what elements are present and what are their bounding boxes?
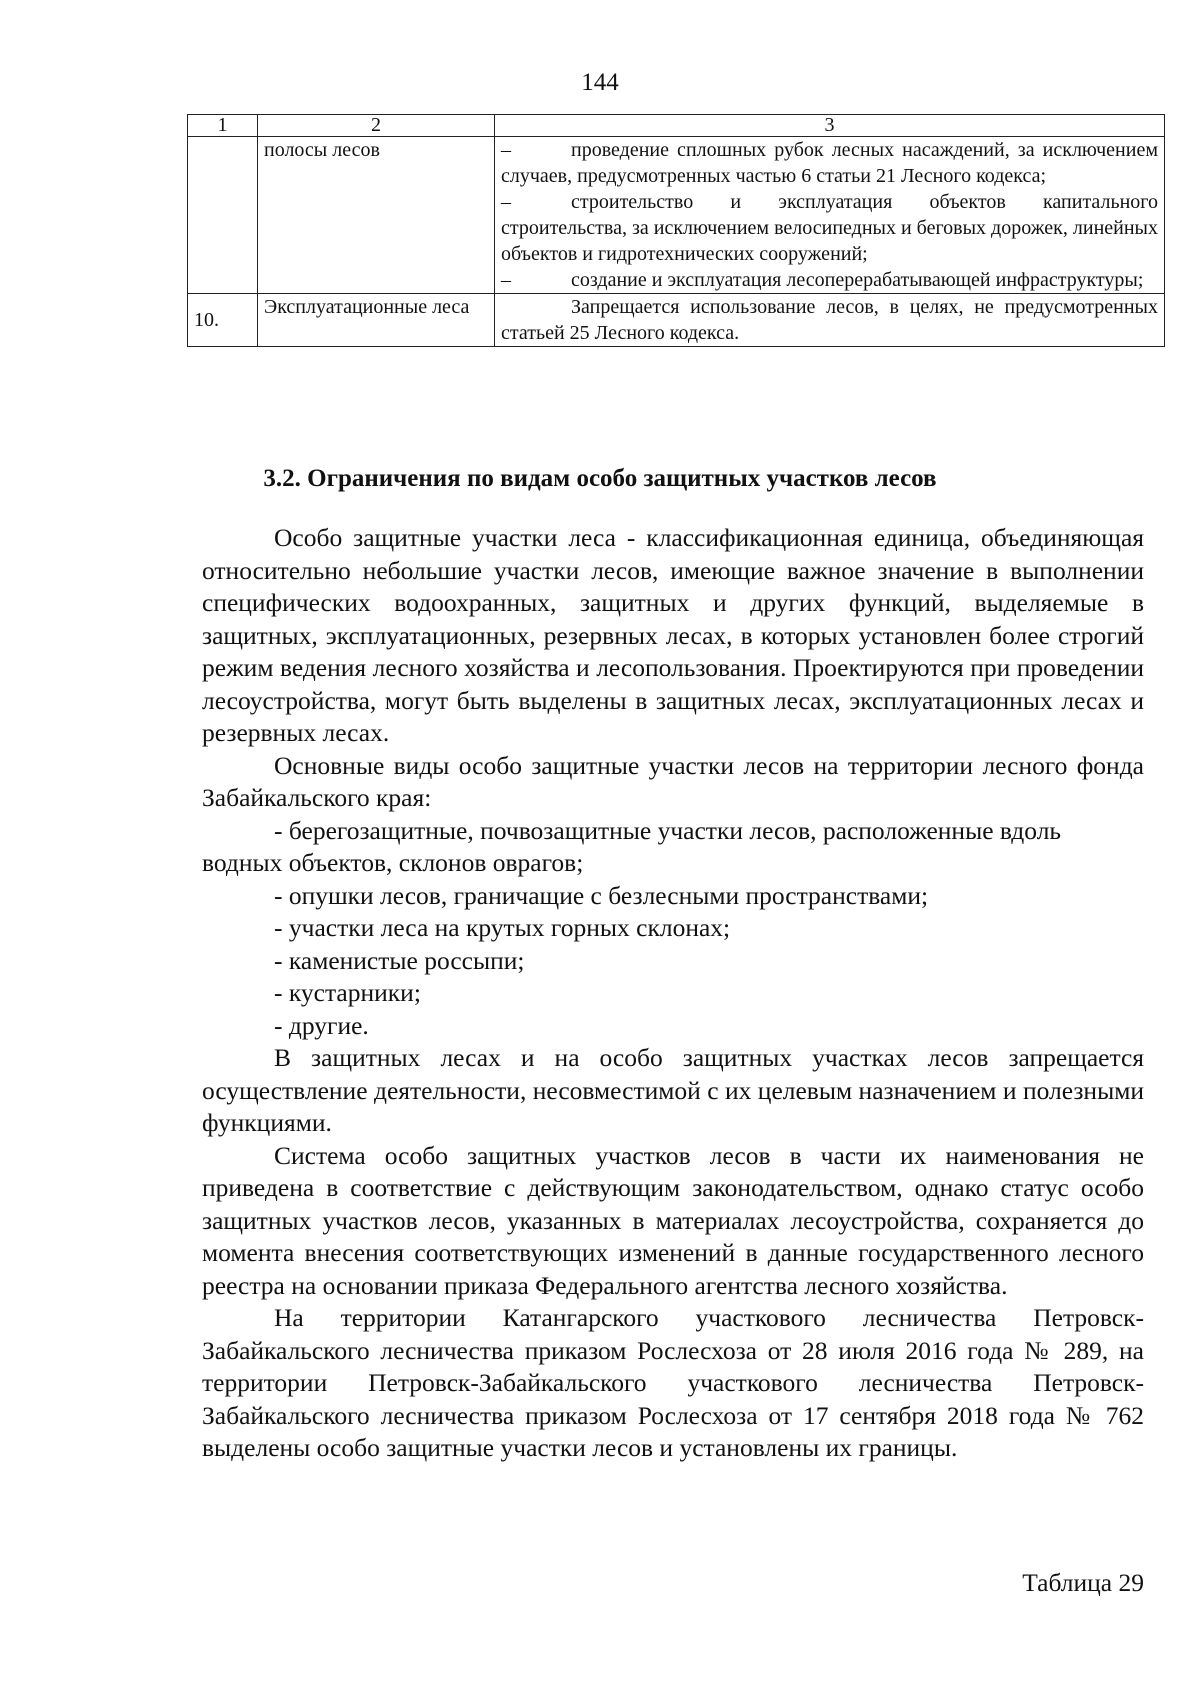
restrictions-cell (495, 294, 1165, 347)
list-item: - опушки лесов, граничащие с безлесными пространствами; (274, 880, 929, 910)
forest-category-name: Эксплуатационные леса (264, 296, 470, 318)
list-item: - другие. (274, 1010, 369, 1040)
row-number-cell (188, 137, 258, 294)
column-number: 1 (188, 115, 258, 137)
table-column-numbers-row (188, 115, 1165, 137)
paragraph: Система особо защитных участков лесов в части их наименования не приведена в соответствие с действующим законодательством, однако статус особо защитных участков лесов, указанных в материалах лесоустройства, сохраняется до момента внесения соответствующих изменений в данные государственного лесного реестра на основании приказа Федерального агентства лесного хозяйства. (202, 1140, 1144, 1300)
restriction-item (501, 137, 1158, 189)
section-body (202, 522, 1144, 1465)
restriction-item (501, 189, 1158, 267)
list-item: - берегозащитные, почвозащитные участки лесов, расположенные вдоль водных объектов, склонов оврагов; (202, 815, 1062, 877)
dash-marker: – (501, 191, 511, 213)
paragraph: Основные виды особо защитные участки лесов на территории лесного фонда Забайкальского края: (202, 750, 1144, 812)
list-item: - кустарники; (274, 978, 421, 1007)
row-number-cell: 10. (188, 294, 258, 347)
paragraph: В защитных лесах и на особо защитных участках лесов запрещается осуществление деятельности, несовместимой с их целевым назначением и полезными функциями. (202, 1043, 1144, 1137)
restriction-text: создание и эксплуатация лесоперерабатывающей инфраструктуры; (571, 269, 1144, 291)
list-item: - участки леса на крутых горных склонах; (274, 913, 731, 942)
restriction-item (501, 267, 1158, 293)
restriction-text: Запрещается использование лесов, в целях, не предусмотренных статьей 25 Лесного кодекса. (501, 296, 1158, 344)
table-row (188, 294, 1165, 347)
table-row (188, 137, 1165, 294)
paragraph: На территории Катангарского участкового лесничества Петровск-Забайкальского лесничества приказом Рослесхоза от 28 июля 2016 года № 289, на территории Петровск-Забайкальского участкового лесничества Петровск-Забайкальского лесничества приказом Рослесхоза от 17 сентября 2018 года № 762 выделены особо защитные участки лесов и установлены их границы. (202, 1303, 1144, 1462)
restriction-text: проведение сплошных рубок лесных насаждений, за исключением случаев, предусмотренных частью 6 статьи 21 Лесного кодекса; (501, 139, 1158, 187)
forest-category-name: полосы лесов (264, 139, 380, 161)
restrictions-cell (495, 137, 1165, 294)
restrictions-table (187, 114, 1165, 347)
table-caption: Таблица 29 (1022, 1568, 1144, 1597)
paragraph: Особо защитные участки леса - классификационная единица, объединяющая относительно небольшие участки лесов, имеющие важное значение в выполнении специфических водоохранных, защитных и других функций, выделяемые в защитных, эксплуатационных, резервных лесах, в которых установлен более строгий режим ведения лесного хозяйства и лесопользования. Проектируются при проведении лесоустройства, могут быть выделены в защитных лесах, эксплуатационных лесах и резервных лесах. (202, 523, 1144, 747)
column-number: 2 (258, 115, 495, 137)
section-heading: 3.2. Ограничения по видам особо защитных участков лесов (263, 465, 937, 492)
list-item: - каменистые россыпи; (274, 945, 525, 975)
dash-marker: – (501, 269, 511, 291)
column-number: 3 (495, 115, 1165, 137)
forest-category-cell (258, 137, 495, 294)
dash-marker: – (501, 139, 511, 161)
forest-category-cell (258, 294, 495, 347)
restriction-text: строительство и эксплуатация объектов капитального строительства, за исключением велосипедных и беговых дорожек, линейных объектов и гидротехнических сооружений; (501, 191, 1158, 265)
page-number: 144 (581, 69, 619, 96)
